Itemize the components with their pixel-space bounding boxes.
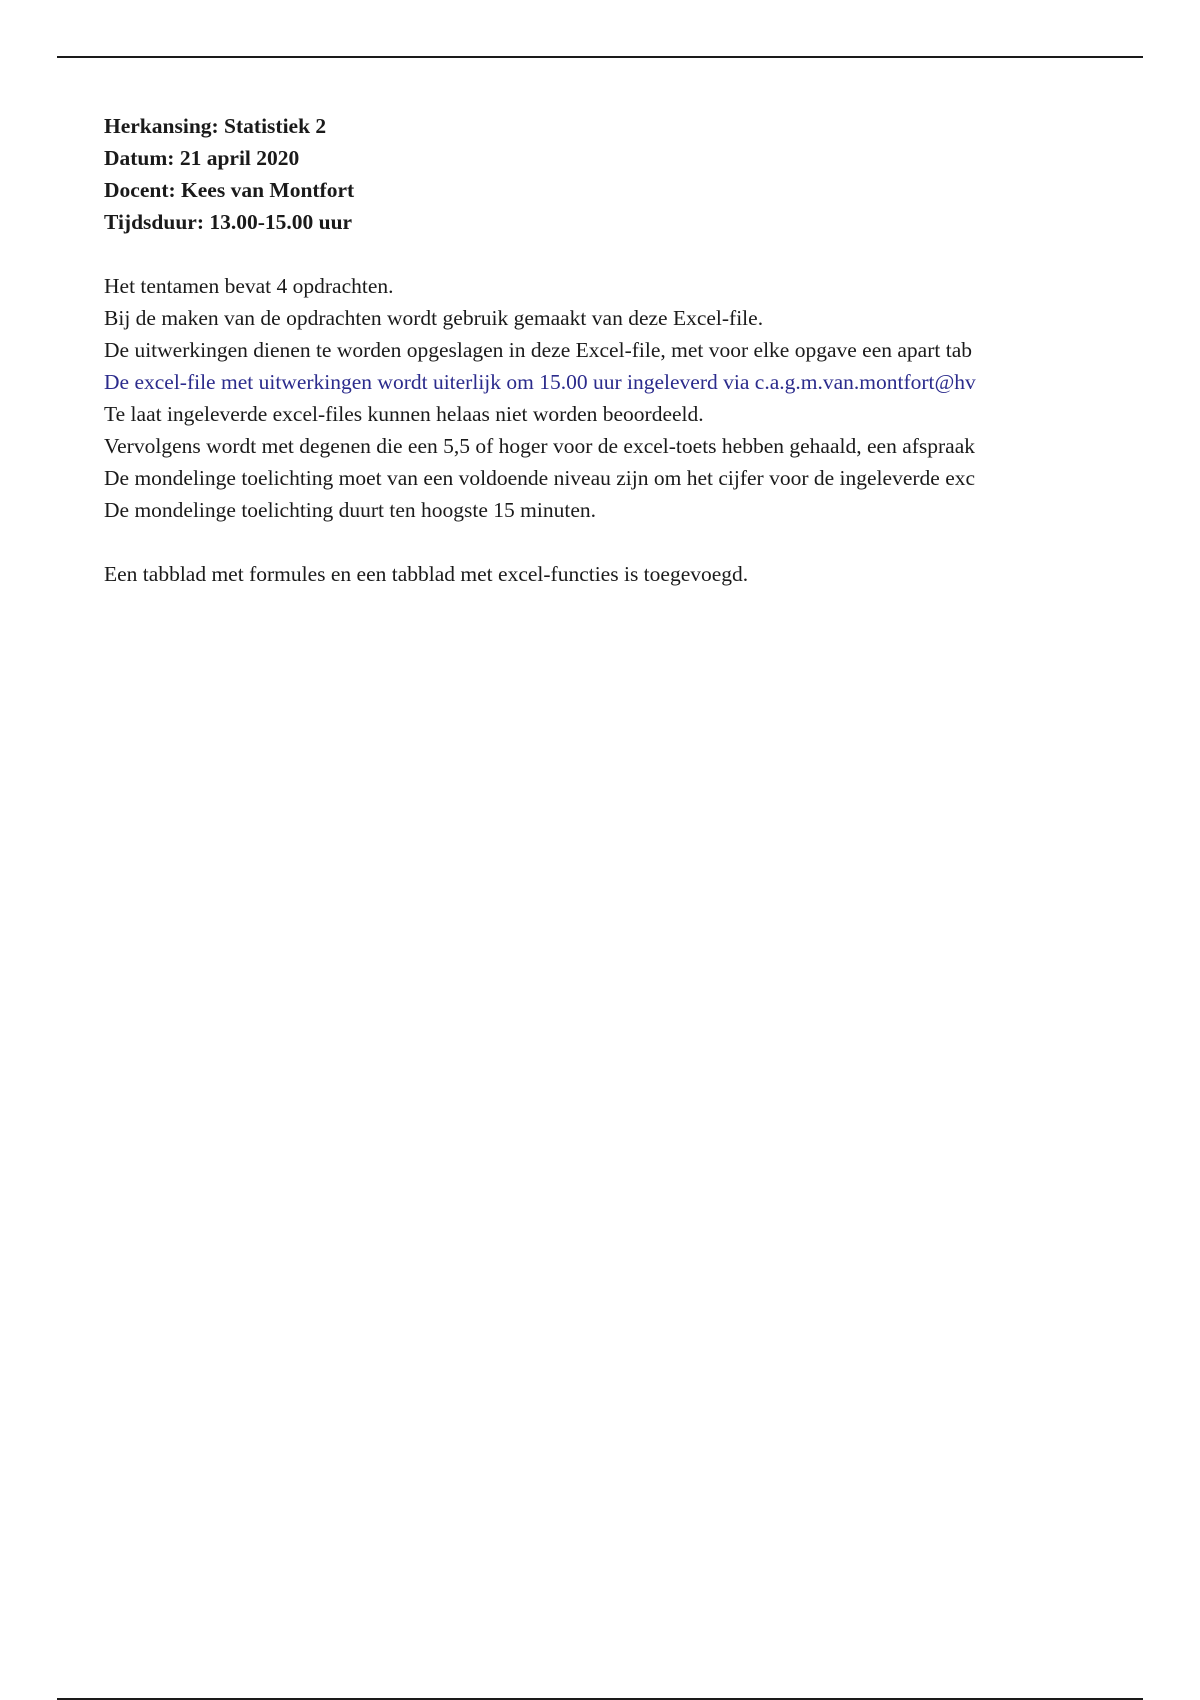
- spacer: [104, 238, 1074, 270]
- spacer: [104, 526, 1074, 558]
- exam-teacher: Docent: Kees van Montfort: [104, 178, 355, 202]
- instruction-line: Te laat ingeleverde excel-files kunnen helaas niet worden beoordeeld.: [104, 402, 704, 426]
- document-body: [104, 110, 1074, 590]
- exam-duration: Tijdsduur: 13.00-15.00 uur: [104, 210, 353, 234]
- instruction-line: Vervolgens wordt met degenen die een 5,5 of hoger voor de excel-toets hebben gehaald, een afspraak: [104, 434, 976, 458]
- instruction-line: De mondelinge toelichting moet van een voldoende niveau zijn om het cijfer voor de ingeleverde exc: [104, 466, 976, 490]
- submission-email-link[interactable]: De excel-file met uitwerkingen wordt uiterlijk om 15.00 uur ingeleverd via c.a.g.m.van.montfort@hv: [104, 370, 976, 394]
- instruction-line: Het tentamen bevat 4 opdrachten.: [104, 274, 394, 298]
- footer-note: Een tabblad met formules en een tabblad met excel-functies is toegevoegd.: [104, 562, 749, 586]
- instruction-line: Bij de maken van de opdrachten wordt gebruik gemaakt van deze Excel-file.: [104, 306, 764, 330]
- exam-date: Datum: 21 april 2020: [104, 146, 300, 170]
- instruction-line: De mondelinge toelichting duurt ten hoogste 15 minuten.: [104, 498, 597, 522]
- top-rule: [57, 56, 1143, 58]
- instruction-line: De uitwerkingen dienen te worden opgeslagen in deze Excel-file, met voor elke opgave een apart tab: [104, 338, 972, 362]
- exam-title: Herkansing: Statistiek 2: [104, 114, 327, 138]
